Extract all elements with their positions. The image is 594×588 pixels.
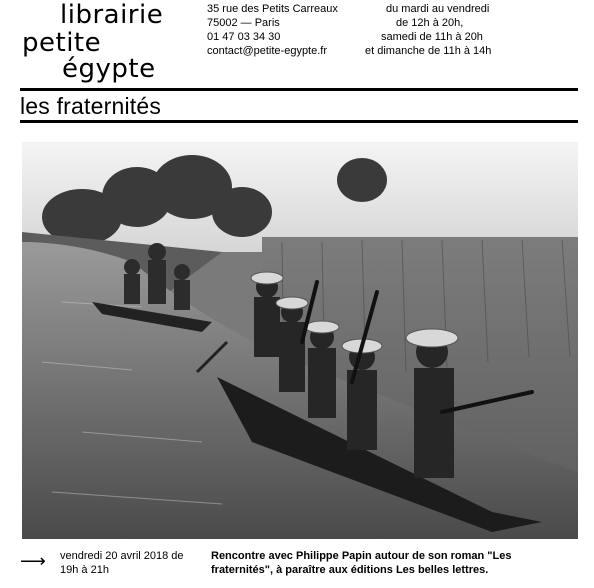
event-description: Rencontre avec Philippe Papin autour de son roman "Les fraternités", à paraître aux éditions Les belles lettres. [211, 550, 512, 576]
contact-block [207, 2, 338, 58]
logo-line-librairie: librairie [60, 0, 164, 30]
logo-line-egypte: égypte [62, 54, 156, 84]
bookshop-logo[interactable] [20, 0, 190, 86]
event-photo [22, 142, 578, 539]
title-rule-bottom [20, 120, 578, 123]
title-rule-top [20, 88, 578, 91]
email-link[interactable]: contact@petite-egypte.fr [207, 45, 328, 57]
photo-illustration [22, 142, 578, 539]
address-city: 75002 — Paris [207, 17, 280, 29]
hours-line-3: samedi de 11h à 20h [381, 31, 483, 43]
logo-line-petite: petite [22, 28, 102, 58]
page-title: les fraternités [20, 93, 162, 119]
site-header [20, 0, 580, 88]
hours-line-1: du mardi au vendredi [386, 3, 490, 15]
hours-line-2: de 12h à 20h, [396, 17, 464, 29]
event-date: vendredi 20 avril 2018 de 19h à 21h [60, 550, 184, 576]
phone-number: 01 47 03 34 30 [207, 31, 281, 43]
address-street: 35 rue des Petits Carreaux [207, 3, 338, 15]
arrow-right-icon: ⟶ [20, 551, 46, 571]
hours-line-4: et dimanche de 11h à 14h [365, 45, 492, 57]
opening-hours [363, 2, 563, 58]
